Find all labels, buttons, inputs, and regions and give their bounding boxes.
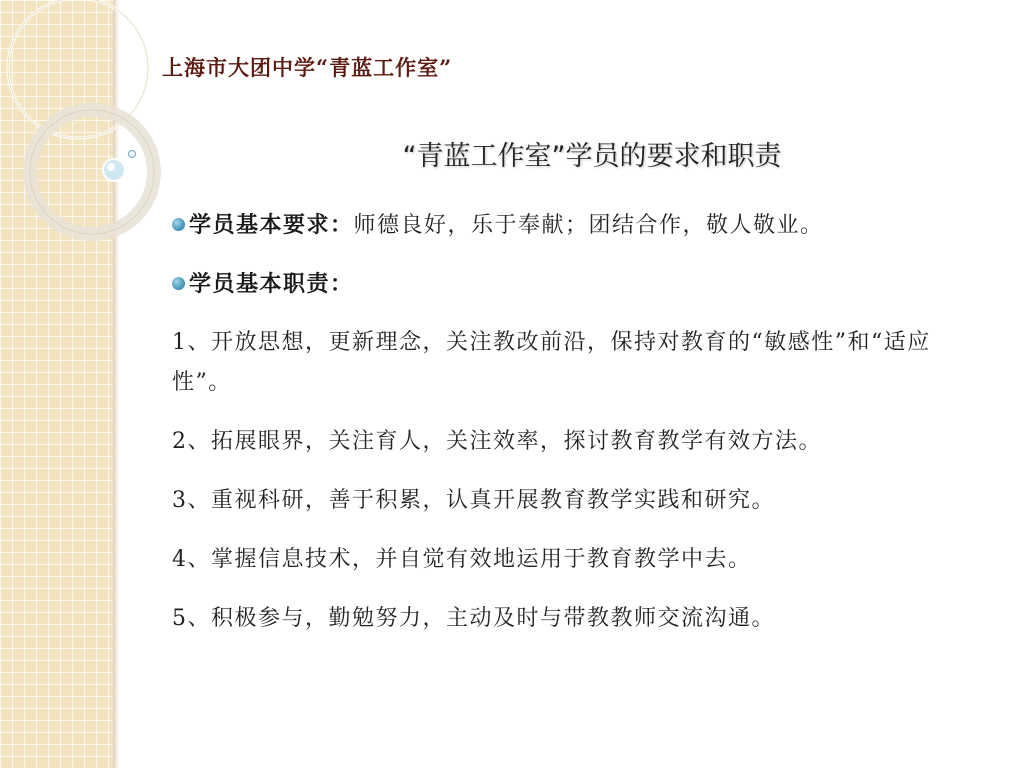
duty-item-5: 5、积极参与，勤勉努力，主动及时与带教教师交流沟通。	[172, 606, 775, 631]
bullet-requirements	[172, 205, 972, 246]
duty-item-4: 4、掌握信息技术，并自觉有效地运用于教育教学中去。	[172, 547, 752, 572]
decorative-rings	[0, 0, 200, 260]
page-title: “青蓝工作室”学员的要求和职责	[402, 141, 782, 172]
bullet-text: 师德良好，乐于奉献；团结合作，敬人敬业。	[353, 213, 824, 238]
bullet-heading: 学员基本职责：	[189, 271, 354, 297]
bullet-heading: 学员基本要求：	[189, 212, 354, 238]
content-body	[172, 205, 972, 658]
duty-item-3: 3、重视科研，善于积累，认真开展教育教学实践和研究。	[172, 488, 775, 513]
duty-item-2: 2、拓展眼界，关注育人，关注效率，探讨教育教学有效方法。	[172, 429, 822, 454]
duty-item-1: 1、开放思想，更新理念，关注教改前沿，保持对教育的“敏感性”和“适应性”。	[172, 330, 931, 395]
bullet-duties	[172, 264, 972, 305]
bullet-dot-icon	[172, 218, 185, 231]
bullet-dot-icon	[172, 277, 185, 290]
org-title: 上海市大团中学“青蓝工作室”	[162, 55, 453, 80]
